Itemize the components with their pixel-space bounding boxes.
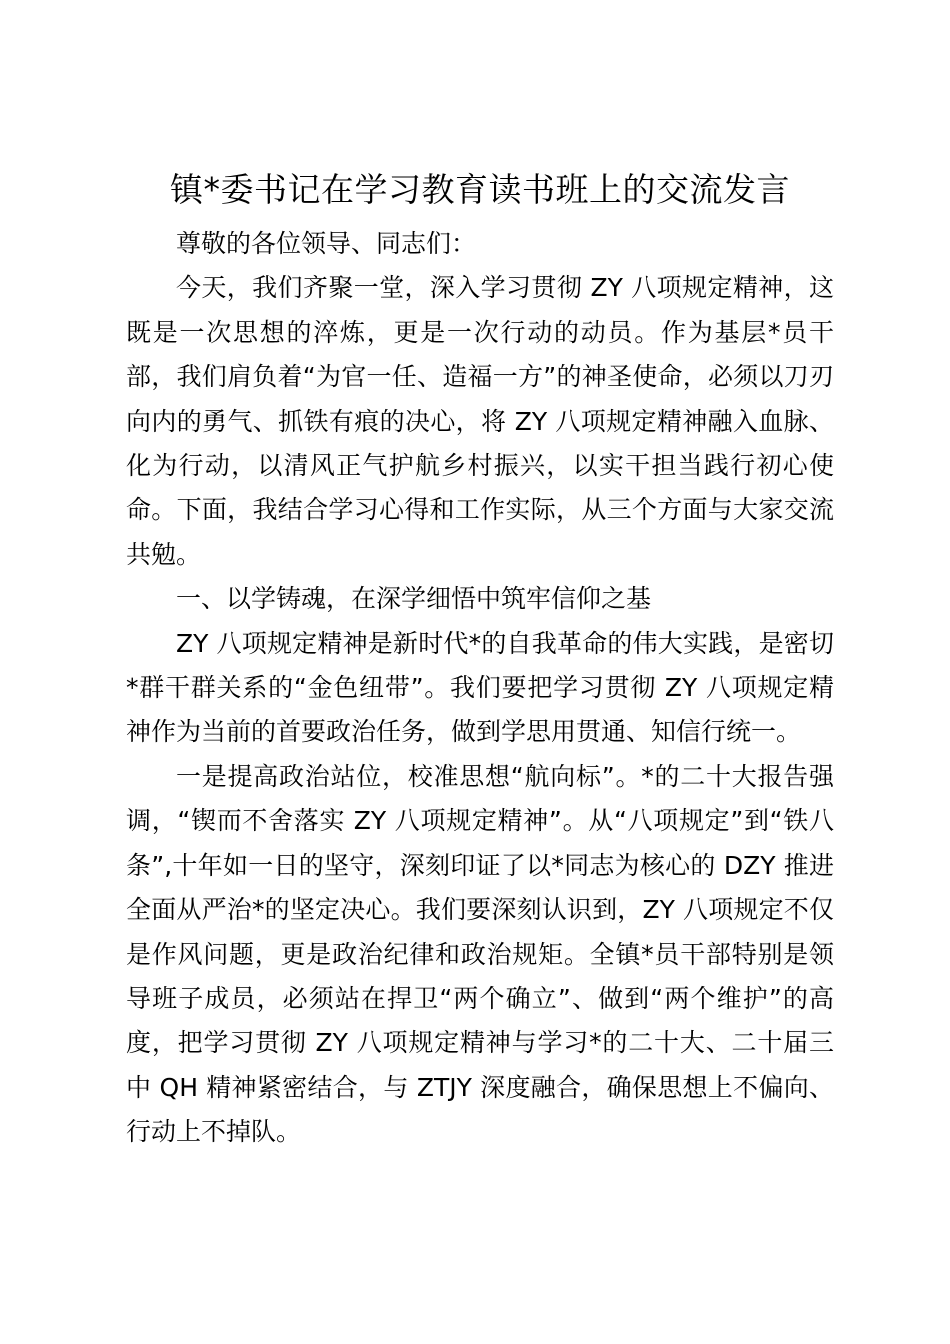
body-paragraph: 一是提高政治站位，校准思想“航向标”。*的二十大报告强调，“锲而不舍落实 ZY 八项规定精神”。从“八项规定”到“铁八条”,十年如一日的坚守，深刻印证了以*同志为核心的 DZY 推进全面从严治*的坚定决心。我们要深刻认识到，ZY 八项规定不仅是作风问题，更是政治纪律和政治规矩。全镇*员干部特别是领导班子成员，必须站在捍卫“两个确立”、做到“两个维护”的高度，把学习贯彻 ZY 八项规定精神与学习*的二十大、二十届三中 QH 精神紧密结合，与 ZTJY 深度融合，确保思想上不偏向、行动上不掉队。: [126, 761, 834, 1147]
section-heading: 一、以学铸魂，在深学细悟中筑牢信仰之基: [176, 584, 652, 614]
intro-paragraph: 今天，我们齐聚一堂，深入学习贯彻 ZY 八项规定精神，这既是一次思想的淬炼，更是一次行动的动员。作为基层*员干部，我们肩负着“为官一任、造福一方”的神圣使命，必须以刀刃向内的勇气、抓铁有痕的决心，将 ZY 八项规定精神融入血脉、化为行动，以清风正气护航乡村振兴，以实干担当践行初心使命。下面，我结合学习心得和工作实际，从三个方面与大家交流共勉。: [126, 273, 834, 569]
document-title: 镇*委书记在学习教育读书班上的交流发言: [170, 170, 790, 209]
document-body: [126, 222, 834, 1155]
salutation-paragraph: 尊敬的各位领导、同志们：: [176, 229, 477, 258]
body-paragraph: ZY 八项规定精神是新时代*的自我革命的伟大实践，是密切*群干群关系的“金色纽带”。我们要把学习贯彻 ZY 八项规定精神作为当前的首要政治任务，做到学思用贯通、知信行统一。: [126, 628, 834, 747]
